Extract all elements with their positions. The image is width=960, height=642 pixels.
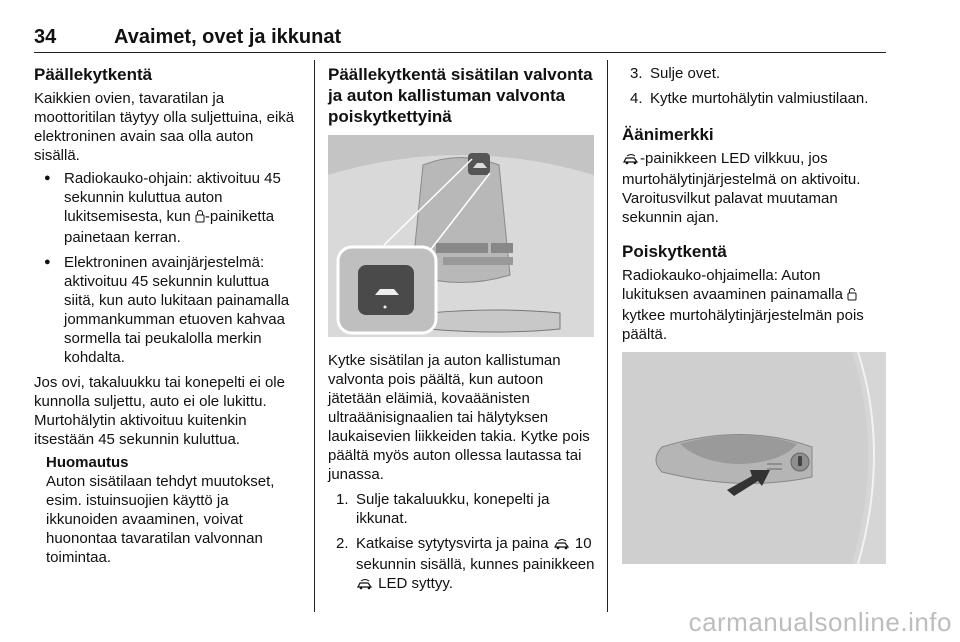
page-number: 34: [34, 26, 57, 48]
unlock-icon: [847, 287, 857, 306]
step-1-number: 1.: [336, 491, 349, 508]
step-1: [328, 490, 596, 528]
monitoring-off-paragraph: Kytke sisätilan ja auton kallistuman valvonta pois päältä, kun autoon jätetään eläimiä, kovaäänisten ultraäänisignaalien tai hälytyksen laukaisevien liikkeiden takia. Kytke pois päältä myös auton ollessa lautassa tai junassa.: [328, 352, 590, 483]
steps-list-continued: [622, 64, 886, 108]
step-2: [328, 534, 596, 595]
car-alarm-icon: [553, 536, 571, 555]
step-1-text: Sulje takaluukku, konepelti ja ikkunat.: [356, 491, 550, 527]
deactivation-paragraph: [622, 266, 886, 344]
header-rule: [34, 52, 886, 53]
bullet-electronic-key: ● Elektroninen avainjärjestelmä: aktivoituu 45 sekunnin kuluttua siitä, kun auto lukitaan painamalla jommankumman etuoven kahvaa sormella tai peukalolla merkin kohdalta.: [34, 253, 302, 367]
bullet-list: [34, 169, 302, 367]
step-4-number: 4.: [630, 90, 643, 107]
deactivation-text-end: kytkee murtohälytinjärjestelmän pois päältä.: [622, 307, 864, 343]
step-4: [622, 89, 886, 108]
car-alarm-icon: [356, 576, 374, 595]
step-3-number: 3.: [630, 65, 643, 82]
sound-text: -painikkeen LED vilkkuu, jos murtohälytinjärjestelmä on aktivoitu. Varoitusvilkut palavat muutaman sekunnin ajan.: [622, 150, 861, 226]
section-heading-activation: Päällekytkentä: [34, 65, 153, 84]
bullet-remote-control: [34, 169, 302, 247]
page-header: [34, 26, 886, 54]
deactivation-text-start: Radiokauko-ohjaimella: Auton lukituksen avaaminen painamalla: [622, 267, 848, 303]
note-box: [34, 453, 302, 567]
page-title: Avaimet, ovet ja ikkunat: [114, 26, 342, 48]
column-divider-1: [314, 60, 315, 612]
column-3: [622, 64, 886, 578]
bullet-remote-text-end: -painiketta painetaan kerran.: [64, 208, 275, 246]
bullet-remote-text: Radiokauko-ohjain: aktivoituu 45 sekunnin kuluttua auton lukitsemisesta, kun: [64, 170, 281, 225]
section-heading-deactivation: Poiskytkentä: [622, 242, 727, 261]
column-divider-2: [607, 60, 608, 612]
column-2: [328, 64, 596, 601]
door-not-closed-paragraph: Jos ovi, takaluukku tai konepelti ei ole kunnolla suljettu, auto ei ole lukittu. Murtohälytin aktivoituu kuitenkin itsestään 45 sekunnin kuluttua.: [34, 374, 285, 448]
note-title: Huomautus: [46, 454, 129, 471]
step-4-text: Kytke murtohälytin valmiustilaan.: [650, 90, 869, 107]
car-alarm-icon: [622, 151, 640, 170]
watermark: carmanualsonline.info: [688, 607, 952, 637]
steps-list: [328, 490, 596, 595]
interior-light-panel-illustration: [328, 135, 594, 337]
section-heading-sound: Äänimerkki: [622, 125, 714, 144]
step-2-text-end: LED syttyy.: [374, 575, 453, 592]
door-handle-illustration: [622, 352, 886, 564]
intro-paragraph: Kaikkien ovien, tavaratilan ja moottoritilan täytyy olla suljettuina, eikä elektroninen avain saa olla auton sisällä.: [34, 90, 295, 164]
step-2-text-mid: 10 sekunnin sisällä, kunnes painikkeen: [356, 535, 595, 573]
section-heading-monitoring-off: Päällekytkentä sisätilan valvonta ja auton kallistuman valvonta poiskytkettyinä: [328, 65, 593, 126]
step-3-text: Sulje ovet.: [650, 65, 721, 82]
step-3: [622, 64, 886, 83]
step-2-text-start: Katkaise sytytysvirta ja paina: [356, 535, 553, 552]
note-text: Auton sisätilaan tehdyt muutokset, esim. istuinsuojien käyttö ja ikkunoiden avaaminen, voivat huonontaa tavaratilan valvonnan toimintaa.: [46, 473, 275, 566]
step-2-number: 2.: [336, 535, 349, 552]
lock-icon: [195, 209, 205, 228]
sound-paragraph: [622, 149, 886, 227]
column-1: [34, 64, 302, 567]
